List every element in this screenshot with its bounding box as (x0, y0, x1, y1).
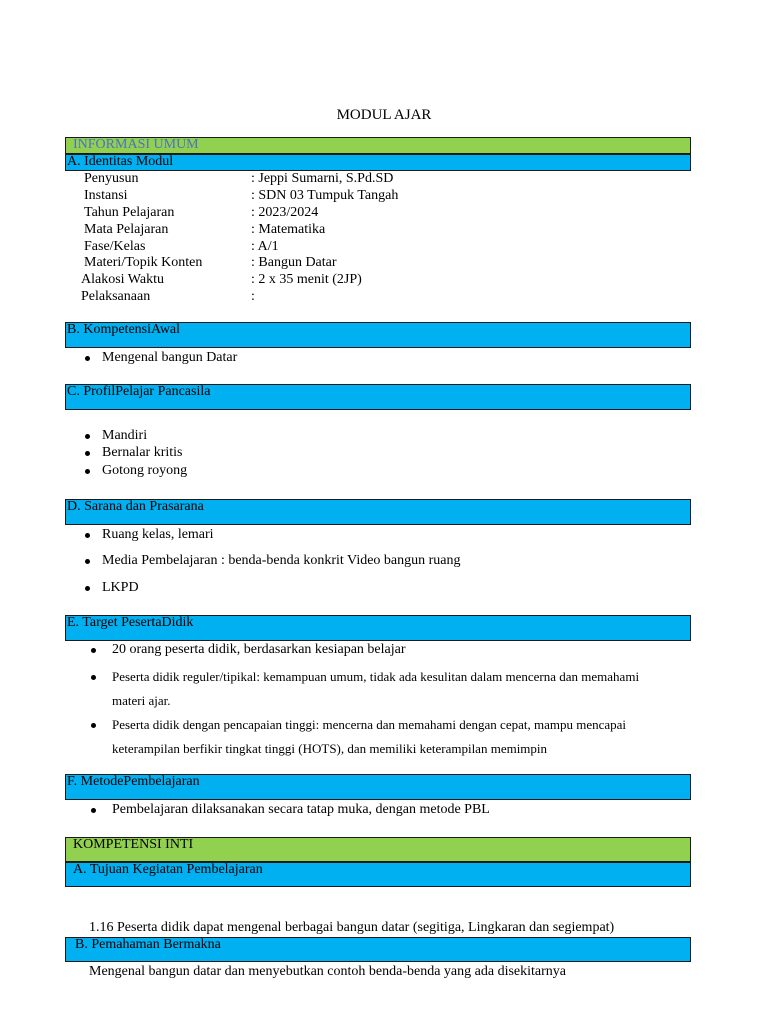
label-materi-topik: Materi/Topik Konten (84, 255, 203, 270)
informasi-umum-header: INFORMASI UMUM (65, 137, 691, 154)
tujuan-header: A. Tujuan Kegiatan Pembelajaran (65, 862, 691, 887)
list-item: Peserta didik dengan pencapaian tinggi: mencerna dan memahami dengan cepat, mampu mencapai (112, 717, 626, 733)
label-fase-kelas: Fase/Kelas (84, 239, 146, 254)
value-fase-kelas: : A/1 (251, 239, 279, 254)
value-materi-topik: : Bangun Datar (251, 255, 337, 270)
bullet-icon (85, 469, 90, 474)
label-alokasi-waktu: Alakosi Waktu (81, 272, 164, 287)
value-instansi: : SDN 03 Tumpuk Tangah (251, 188, 399, 203)
kompetensi-inti-header: KOMPETENSI INTI (65, 837, 691, 862)
bullet-icon (85, 356, 90, 361)
list-item: Mengenal bangun Datar (102, 350, 237, 366)
list-item: Mandiri (102, 428, 147, 444)
list-item-continuation: materi ajar. (112, 693, 171, 708)
bullet-icon (91, 723, 96, 728)
list-item: Ruang kelas, lemari (102, 527, 214, 543)
label-instansi: Instansi (84, 188, 128, 203)
list-item: Peserta didik reguler/tipikal: kemampuan umum, tidak ada kesulitan dalam mencerna dan memahami (112, 669, 639, 685)
list-item: Pembelajaran dilaksanakan secara tatap muka, dengan metode PBL (112, 802, 490, 818)
list-item: LKPD (102, 580, 139, 596)
bullet-icon (85, 586, 90, 591)
identitas-modul-header: A. Identitas Modul (65, 154, 691, 171)
label-pelaksanaan: Pelaksanaan (81, 289, 151, 304)
list-item: Media Pembelajaran : benda-benda konkrit Video bangun ruang (102, 553, 461, 569)
value-tahun-pelajaran: : 2023/2024 (251, 205, 319, 220)
tujuan-text: 1.16 Peserta didik dapat mengenal berbagai bangun datar (segitiga, Lingkaran dan segiempat) (89, 920, 615, 935)
bullet-icon (91, 808, 96, 813)
bullet-icon (85, 434, 90, 439)
value-mata-pelajaran: : Matematika (251, 222, 326, 237)
bullet-icon (85, 451, 90, 456)
list-item: 20 orang peserta didik, berdasarkan kesiapan belajar (112, 642, 406, 658)
label-mata-pelajaran: Mata Pelajaran (84, 222, 169, 237)
value-pelaksanaan: : (251, 289, 255, 304)
list-item: Gotong royong (102, 463, 187, 479)
list-item: Bernalar kritis (102, 445, 182, 461)
sarana-header: D. Sarana dan Prasarana (65, 499, 691, 525)
value-alokasi-waktu: : 2 x 35 menit (2JP) (251, 272, 362, 287)
pemahaman-text: Mengenal bangun datar dan menyebutkan contoh benda-benda yang ada disekitarnya (89, 964, 566, 979)
label-tahun-pelajaran: Tahun Pelajaran (84, 205, 175, 220)
value-penyusun: : Jeppi Sumarni, S.Pd.SD (251, 171, 394, 186)
list-item-continuation: keterampilan berfikir tingkat tinggi (HOTS), dan memiliki keterampilan memimpin (112, 741, 548, 756)
profil-pelajar-header: C. ProfilPelajar Pancasila (65, 384, 691, 410)
metode-header: F. MetodePembelajaran (65, 774, 691, 800)
bullet-icon (85, 533, 90, 538)
bullet-icon (91, 675, 96, 680)
document-title: MODUL AJAR (336, 107, 432, 123)
kompetensi-awal-header: B. KompetensiAwal (65, 322, 691, 348)
pemahaman-header: B. Pemahaman Bermakna (65, 937, 691, 962)
bullet-icon (91, 648, 96, 653)
target-peserta-header: E. Target PesertaDidik (65, 615, 691, 641)
label-penyusun: Penyusun (84, 171, 139, 186)
bullet-icon (85, 559, 90, 564)
